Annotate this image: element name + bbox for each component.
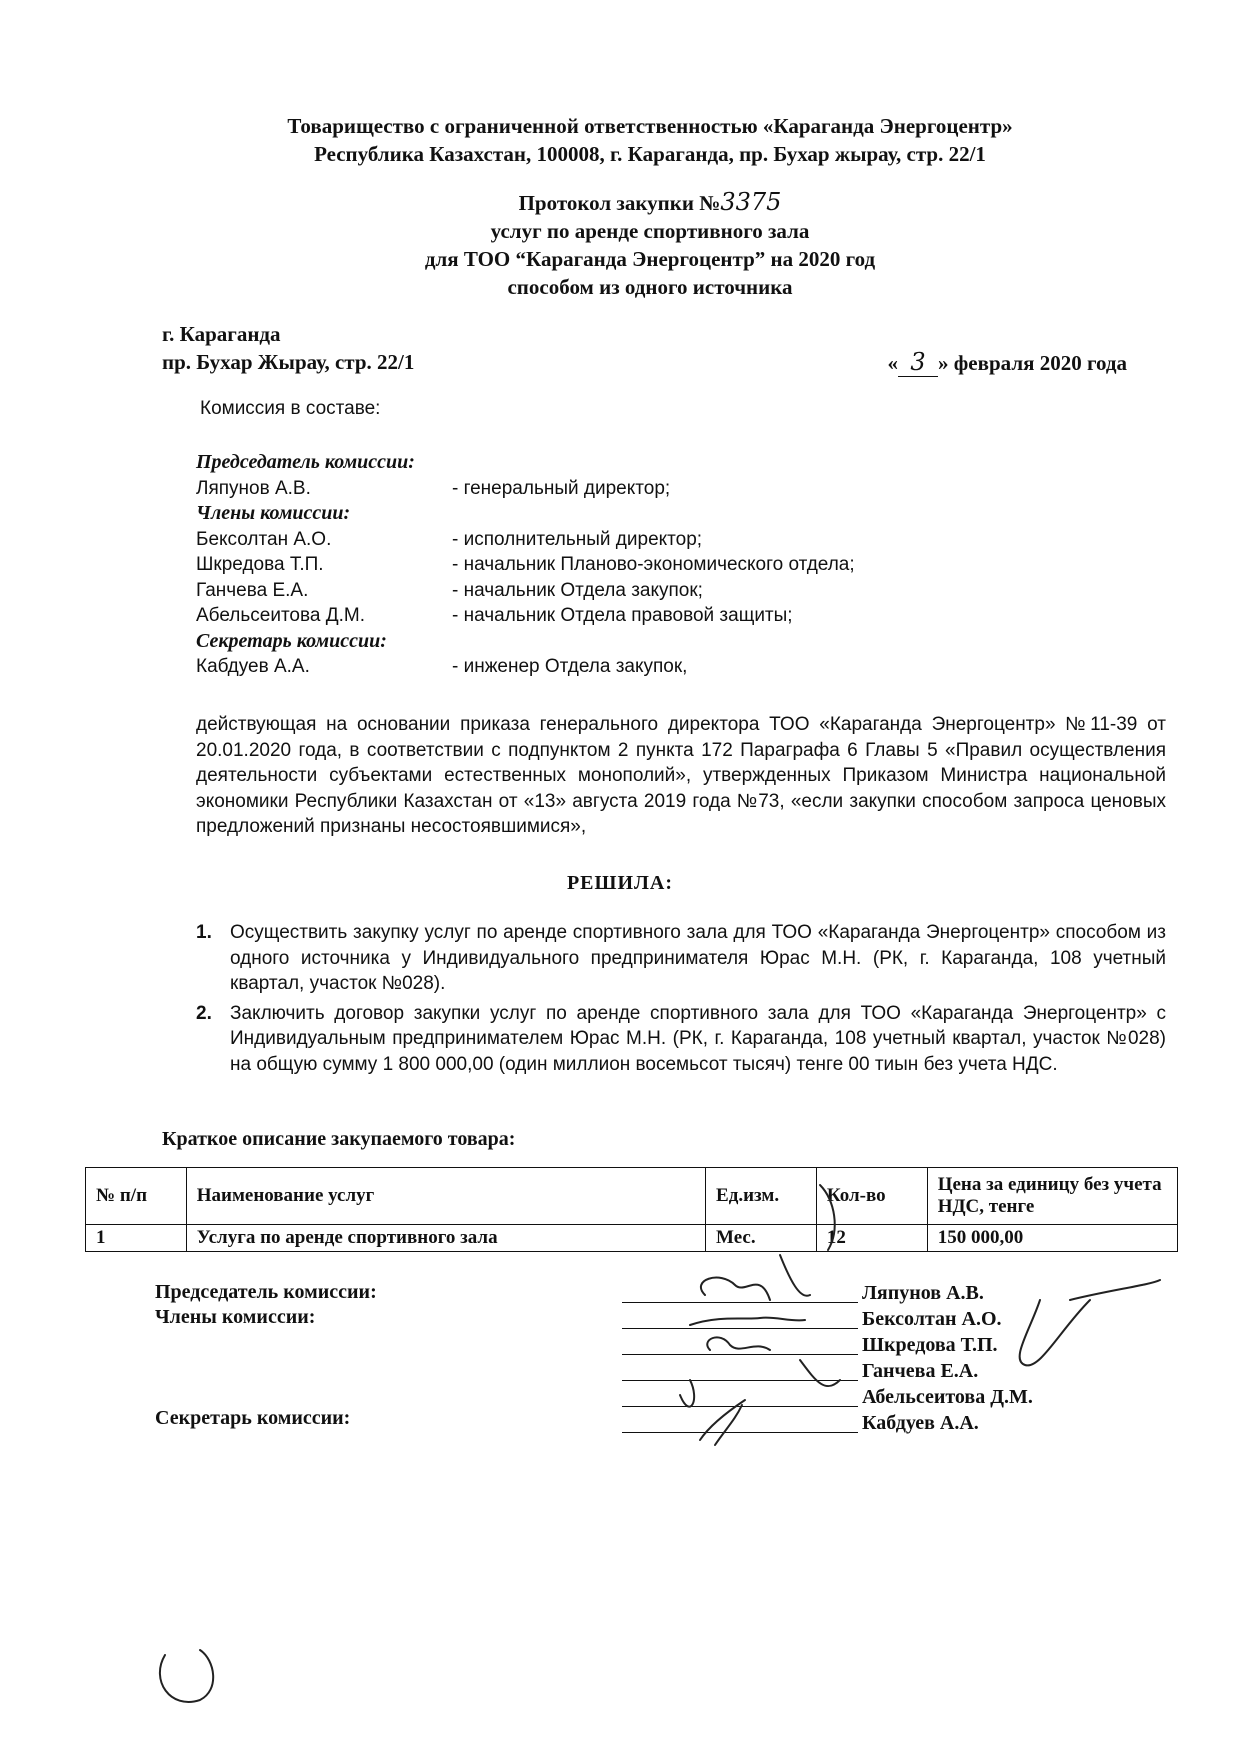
members-signature-label: Члены комиссии:	[155, 1306, 316, 1328]
goods-table	[85, 1167, 1178, 1252]
member-signature	[690, 1318, 805, 1325]
signature-line	[622, 1380, 858, 1381]
col-quantity: Кол-во	[816, 1168, 927, 1225]
decisions-list	[196, 920, 1166, 1081]
col-unit: Ед.изм.	[706, 1168, 817, 1225]
cell-price: 150 000,00	[927, 1225, 1177, 1252]
margin-mark	[160, 1650, 213, 1702]
member-name: Шкредова Т.П.	[196, 554, 324, 575]
member-row	[196, 527, 996, 553]
place-block	[162, 320, 414, 376]
member-signature	[707, 1337, 770, 1350]
decision-number: 2.	[196, 1002, 212, 1024]
organization-name: Товарищество с ограниченной ответственностью «Караганда Энергоцентр»	[287, 114, 1013, 138]
city: г. Караганда	[162, 322, 281, 346]
member-role: - инженер Отдела закупок,	[452, 656, 688, 677]
chair-signature-label: Председатель комиссии:	[155, 1281, 377, 1303]
member-role: - начальник Отдела закупок;	[452, 579, 703, 601]
decision-number: 1.	[196, 922, 212, 943]
member-row	[196, 476, 996, 502]
signature-line	[622, 1302, 858, 1303]
members-heading: Члены комиссии:	[196, 502, 351, 524]
signature-labels	[155, 1280, 377, 1431]
decided-heading: РЕШИЛА:	[566, 872, 674, 894]
brief-heading: Краткое описание закупаемого товара:	[162, 1128, 516, 1150]
decision-text: Осуществить закупку услуг по аренде спортивного зала для ТОО «Караганда Энергоцентр» способом из одного источника у Индивидуального предпринимателя Юрас М.Н. (РК, г. Караганда, 108 учетный квартал, участок №028).	[230, 922, 1166, 994]
member-role: - начальник Планово-экономического отдела;	[452, 554, 855, 575]
secretary-signature-label: Секретарь комиссии:	[155, 1407, 351, 1429]
decision-item	[196, 1001, 1166, 1078]
member-row	[196, 552, 996, 578]
member-row	[196, 603, 996, 629]
chair-signature	[701, 1255, 810, 1300]
signature-scribbles	[160, 1185, 1160, 1702]
member-name: Ляпунов А.В.	[196, 477, 311, 499]
signer-name: Кабдуев А.А.	[862, 1412, 979, 1434]
cell-unit: Мес.	[706, 1225, 817, 1252]
member-row	[196, 578, 996, 604]
member-name: Бексолтан А.О.	[196, 528, 332, 550]
signer-name: Шкредова Т.П.	[862, 1334, 998, 1356]
member-role: - начальник Отдела правовой защиты;	[452, 605, 793, 626]
member-role: - исполнительный директор;	[452, 528, 703, 550]
protocol-number: 3375	[720, 188, 782, 216]
col-number: № п/п	[86, 1168, 187, 1225]
chair-heading: Председатель комиссии:	[196, 451, 415, 473]
basis-paragraph: действующая на основании приказа генерального директора ТОО «Караганда Энергоцентр» №11-39 от 20.01.2020 года, в соответствии с подпунктом 2 пункта 172 Параграфа 6 Главы 5 «Правил осуществления деятельности субъектами естественных монополий», утвержденных Приказом Министра национальной экономики Республики Казахстан от «13» августа 2019 года №73, «если закупки способом запроса ценовых предложений признаны несостоявшимися»,	[196, 714, 1166, 837]
signature-line	[622, 1432, 858, 1433]
member-role: - генеральный директор;	[452, 477, 671, 499]
signature-line	[622, 1406, 858, 1407]
signature-line	[622, 1328, 858, 1329]
document-header	[200, 112, 1100, 168]
table-row	[86, 1225, 1178, 1252]
organization-address: Республика Казахстан, 100008, г. Караганда, пр. Бухар жырау, стр. 22/1	[314, 142, 986, 166]
cell-number: 1	[86, 1225, 187, 1252]
protocol-date: « 3 » февраля 2020 года	[887, 348, 1127, 376]
protocol-title-line4: способом из одного источника	[507, 275, 793, 299]
commission-intro: Комиссия в составе:	[200, 398, 381, 419]
decision-item	[196, 920, 1166, 997]
member-name: Абельсеитова Д.М.	[196, 605, 365, 626]
table-header-row	[86, 1168, 1178, 1225]
member-signature	[1020, 1280, 1160, 1365]
signer-name: Абельсеитова Д.М.	[862, 1386, 1033, 1408]
protocol-title-line2: услуг по аренде спортивного зала	[490, 219, 810, 243]
cell-service-name: Услуга по аренде спортивного зала	[186, 1225, 705, 1252]
member-name: Ганчева Е.А.	[196, 579, 309, 601]
date-day: 3	[898, 348, 938, 377]
member-signature	[680, 1360, 840, 1407]
signature-names	[862, 1280, 1033, 1436]
protocol-title-line3: для ТОО “Караганда Энергоцентр” на 2020 год	[424, 247, 876, 271]
signer-name: Ганчева Е.А.	[862, 1360, 979, 1382]
cell-quantity: 12	[816, 1225, 927, 1252]
member-row	[196, 654, 996, 680]
decision-text: Заключить договор закупки услуг по аренде спортивного зала для ТОО «Караганда Энергоцентр» с Индивидуальным предпринимателем Юрас М.Н. (РК, г. Караганда, 108 учетный квартал, участок №028) на общую сумму 1 800 000,00 (один миллион восемьсот тысяч) тенге 00 тиын без учета НДС.	[230, 1002, 1166, 1075]
col-service-name: Наименование услуг	[186, 1168, 705, 1225]
signer-name: Ляпунов А.В.	[862, 1282, 984, 1304]
col-price: Цена за единицу без учета НДС, тенге	[927, 1168, 1177, 1225]
secretary-heading: Секретарь комиссии:	[196, 629, 387, 652]
member-name: Кабдуев А.А.	[196, 656, 310, 677]
street: пр. Бухар Жырау, стр. 22/1	[162, 350, 415, 374]
protocol-title-line1: Протокол закупки №3375	[518, 188, 782, 216]
protocol-title	[300, 188, 1000, 301]
commission-members	[196, 450, 996, 680]
signature-line	[622, 1354, 858, 1355]
signer-name: Бексолтан А.О.	[862, 1308, 1002, 1330]
